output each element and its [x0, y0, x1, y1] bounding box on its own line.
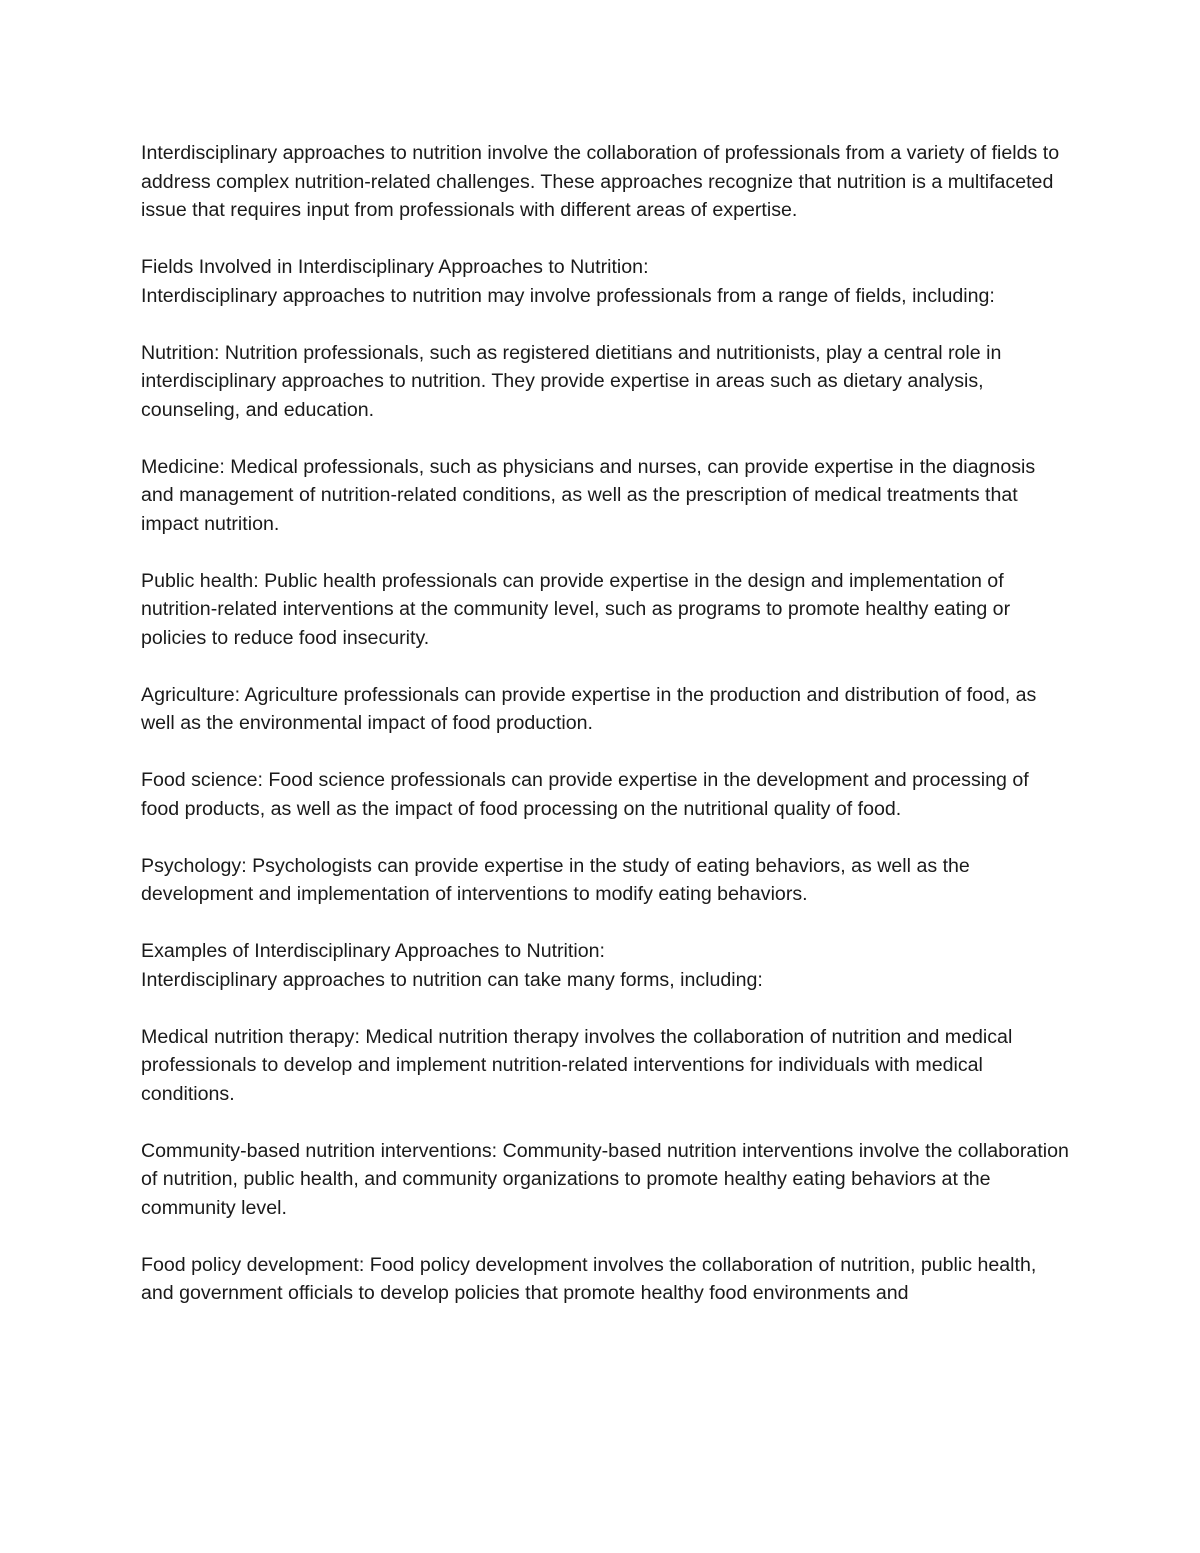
fields-intro-paragraph: Interdisciplinary approaches to nutrition may involve professionals from a range of fields, including:: [141, 284, 995, 307]
document-body: [141, 139, 1071, 1308]
section-heading-fields: Fields Involved in Interdisciplinary Approaches to Nutrition:: [141, 256, 649, 278]
public-health-paragraph: Public health: Public health professionals can provide expertise in the design and implementation of nutrition-related interventions at the community level, such as programs to promote healthy eating or policies to reduce food insecurity.: [141, 569, 1011, 649]
food-science-paragraph: Food science: Food science professionals can provide expertise in the development and processing of food products, as well as the impact of food processing on the nutritional quality of food.: [141, 769, 1029, 820]
examples-intro-paragraph: Interdisciplinary approaches to nutrition can take many forms, including:: [141, 968, 763, 991]
intro-paragraph: Interdisciplinary approaches to nutrition involve the collaboration of professionals from a variety of fields to address complex nutrition-related challenges. These approaches recognize that nutrition is a multifaceted issue that requires input from professionals with different areas of expertise.: [141, 142, 1060, 221]
community-interventions-paragraph: Community-based nutrition interventions: Community-based nutrition interventions involve the collaboration of nutrition, public health, and community organizations to promote healthy eating behaviors at the community level.: [141, 1139, 1069, 1219]
food-policy-paragraph: Food policy development: Food policy development involves the collaboration of nutrition, public health, and government officials to develop policies that promote healthy food environments and: [141, 1253, 1037, 1304]
nutrition-paragraph: Nutrition: Nutrition professionals, such as registered dietitians and nutritionists, play a central role in interdisciplinary approaches to nutrition. They provide expertise in areas such as dietary analysis, counseling, and education.: [141, 341, 1002, 421]
section-heading-examples: Examples of Interdisciplinary Approaches to Nutrition:: [141, 940, 605, 962]
agriculture-paragraph: Agriculture: Agriculture professionals can provide expertise in the production and distribution of food, as well as the environmental impact of food production.: [141, 683, 1037, 734]
psychology-paragraph: Psychology: Psychologists can provide expertise in the study of eating behaviors, as well as the development and implementation of interventions to modify eating behaviors.: [141, 854, 970, 905]
medicine-paragraph: Medicine: Medical professionals, such as physicians and nurses, can provide expertise in the diagnosis and management of nutrition-related conditions, as well as the prescription of medical treatments that impact nutrition.: [141, 455, 1036, 535]
medical-nutrition-therapy-paragraph: Medical nutrition therapy: Medical nutrition therapy involves the collaboration of nutrition and medical professionals to develop and implement nutrition-related interventions for individuals with medical conditions.: [141, 1025, 1013, 1105]
